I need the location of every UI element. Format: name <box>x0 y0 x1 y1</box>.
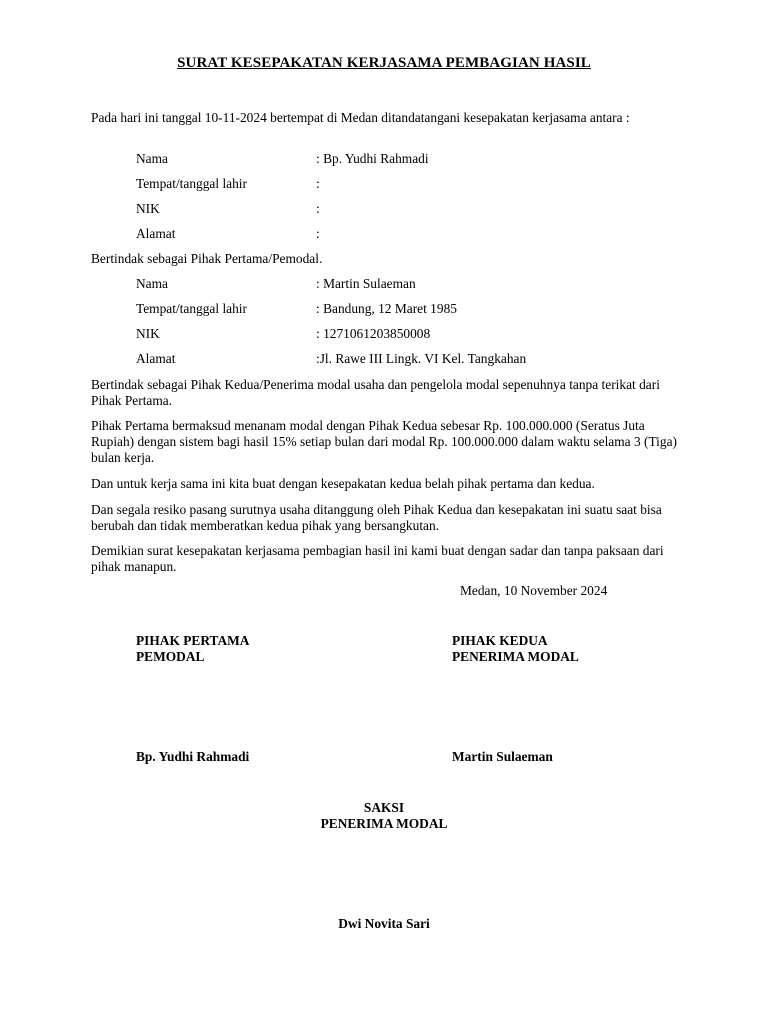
field-value: : 1271061203850008 <box>316 326 431 341</box>
place-date: Medan, 10 November 2024 <box>460 583 608 598</box>
party2-row-alamat <box>136 351 696 367</box>
intro-paragraph: Pada hari ini tanggal 10-11-2024 bertempat di Medan ditandatangani kesepakatan kerjasama antara : <box>91 110 630 125</box>
signature-second-header <box>452 633 579 665</box>
party1-row-nama <box>136 151 696 167</box>
party1-row-ttl <box>136 176 696 192</box>
field-value: : Bandung, 12 Maret 1985 <box>316 301 457 316</box>
party2-role: Bertindak sebagai Pihak Kedua/Penerima modal usaha dan pengelola modal sepenuhnya tanpa terikat dari Pihak Pertama. <box>91 377 660 408</box>
party2-row-nik <box>136 326 696 342</box>
signature-title: PIHAK KEDUA <box>452 633 548 648</box>
paragraph-agreement: Dan untuk kerja sama ini kita buat dengan kesepakatan kedua belah pihak pertama dan kedua. <box>91 476 595 491</box>
signature-title: PIHAK PERTAMA <box>136 633 250 648</box>
field-label: Tempat/tanggal lahir <box>136 176 247 191</box>
field-value: : Martin Sulaeman <box>316 276 416 291</box>
witness-title: SAKSI <box>363 800 405 815</box>
witness-name: Dwi Novita Sari <box>338 916 430 931</box>
field-value: : <box>316 201 320 216</box>
document-title: SURAT KESEPAKATAN KERJASAMA PEMBAGIAN HASIL <box>177 55 591 71</box>
witness-role: PENERIMA MODAL <box>320 816 448 831</box>
paragraph-closing: Demikian surat kesepakatan kerjasama pembagian hasil ini kami buat dengan sadar dan tanpa paksaan dari pihak manapun. <box>91 543 664 574</box>
field-label: NIK <box>136 201 160 216</box>
paragraph-capital: Pihak Pertama bermaksud menanam modal dengan Pihak Kedua sebesar Rp. 100.000.000 (Seratus Juta Rupiah) dengan sistem bagi hasil 15% setiap bulan dari modal Rp. 100.000.000 dalam waktu selama 3 (Tiga) bulan kerja. <box>91 418 677 465</box>
signature-second-name: Martin Sulaeman <box>452 749 553 764</box>
signature-first-header <box>136 633 249 665</box>
field-label: Alamat <box>136 351 176 366</box>
paragraph-risk: Dan segala resiko pasang surutnya usaha ditanggung oleh Pihak Kedua dan kesepakatan ini suatu saat bisa berubah dan tidak memberatkan kedua pihak yang bersangkutan. <box>91 502 662 533</box>
field-label: NIK <box>136 326 160 341</box>
signature-first-name: Bp. Yudhi Rahmadi <box>136 749 250 764</box>
party1-row-nik <box>136 201 696 217</box>
field-label: Tempat/tanggal lahir <box>136 301 247 316</box>
field-value: : <box>316 226 320 241</box>
field-label: Alamat <box>136 226 176 241</box>
signature-role: PEMODAL <box>136 649 205 664</box>
field-value: :Jl. Rawe III Lingk. VI Kel. Tangkahan <box>316 351 527 366</box>
field-label: Nama <box>136 151 168 166</box>
field-label: Nama <box>136 276 168 291</box>
party1-row-alamat <box>136 226 696 242</box>
party1-role: Bertindak sebagai Pihak Pertama/Pemodal. <box>91 251 323 266</box>
signature-role: PENERIMA MODAL <box>452 649 579 664</box>
party2-row-ttl <box>136 301 696 317</box>
field-value: : Bp. Yudhi Rahmadi <box>316 151 429 166</box>
party2-row-nama <box>136 276 696 292</box>
field-value: : <box>316 176 320 191</box>
